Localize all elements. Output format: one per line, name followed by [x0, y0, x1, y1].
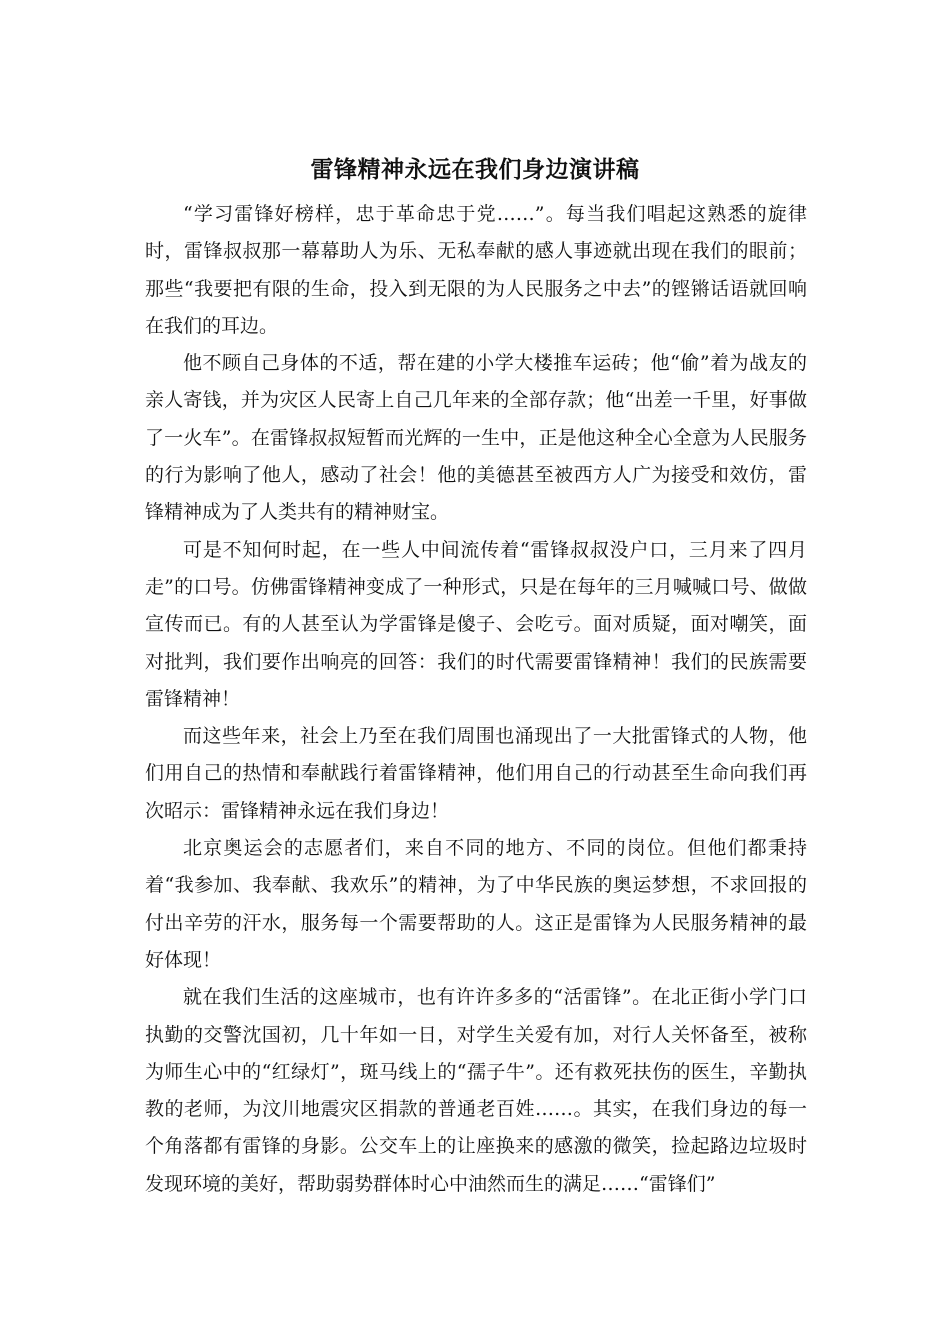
document-title: 雷锋精神永远在我们身边演讲稿 [310, 157, 640, 183]
paragraph-4: 而这些年来，社会上乃至在我们周围也涌现出了一大批雷锋式的人物，他们用自己的热情和奉献践行着雷锋精神，他们用自己的行动甚至生命向我们再次昭示：雷锋精神永远在我们身边！ [145, 725, 807, 822]
document-body [145, 196, 807, 1203]
paragraph-3: 可是不知何时起，在一些人中间流传着“雷锋叔叔没户口，三月来了四月走”的口号。仿佛雷锋精神变成了一种形式，只是在每年的三月喊喊口号、做做宣传而已。有的人甚至认为学雷锋是傻子、会吃亏。面对质疑，面对嘲笑，面对批判，我们要作出响亮的回答：我们的时代需要雷锋精神！我们的民族需要雷锋精神！ [145, 538, 807, 710]
paragraph-2: 他不顾自己身体的不适，帮在建的小学大楼推车运砖；他“偷”着为战友的亲人寄钱，并为灾区人民寄上自己几年来的全部存款；他“出差一千里，好事做了一火车”。在雷锋叔叔短暂而光辉的一生中，正是他这种全心全意为人民服务的行为影响了他人，感动了社会！他的美德甚至被西方人广为接受和效仿，雷锋精神成为了人类共有的精神财宝。 [145, 352, 807, 524]
paragraph-1: “学习雷锋好榜样，忠于革命忠于党……”。每当我们唱起这熟悉的旋律时，雷锋叔叔那一幕幕助人为乐、无私奉献的感人事迹就出现在我们的眼前；那些“我要把有限的生命，投入到无限的为人民服务之中去”的铿锵话语就回响在我们的耳边。 [145, 203, 807, 337]
paragraph-6: 就在我们生活的这座城市，也有许许多多的“活雷锋”。在北正街小学门口执勤的交警沈国初，几十年如一日，对学生关爱有加，对行人关怀备至，被称为师生心中的“红绿灯”，斑马线上的“孺子牛”。还有救死扶伤的医生，辛勤执教的老师，为汶川地震灾区捐款的普通老百姓……。其实，在我们身边的每一个角落都有雷锋的身影。公交车上的让座换来的感激的微笑，捡起路边垃圾时发现环境的美好，帮助弱势群体时心中油然而生的满足……“雷锋们” [145, 986, 807, 1195]
paragraph-5: 北京奥运会的志愿者们，来自不同的地方、不同的岗位。但他们都秉持着“我参加、我奉献、我欢乐”的精神，为了中华民族的奥运梦想，不求回报的付出辛劳的汗水，服务每一个需要帮助的人。这正是雷锋为人民服务精神的最好体现！ [145, 837, 807, 971]
